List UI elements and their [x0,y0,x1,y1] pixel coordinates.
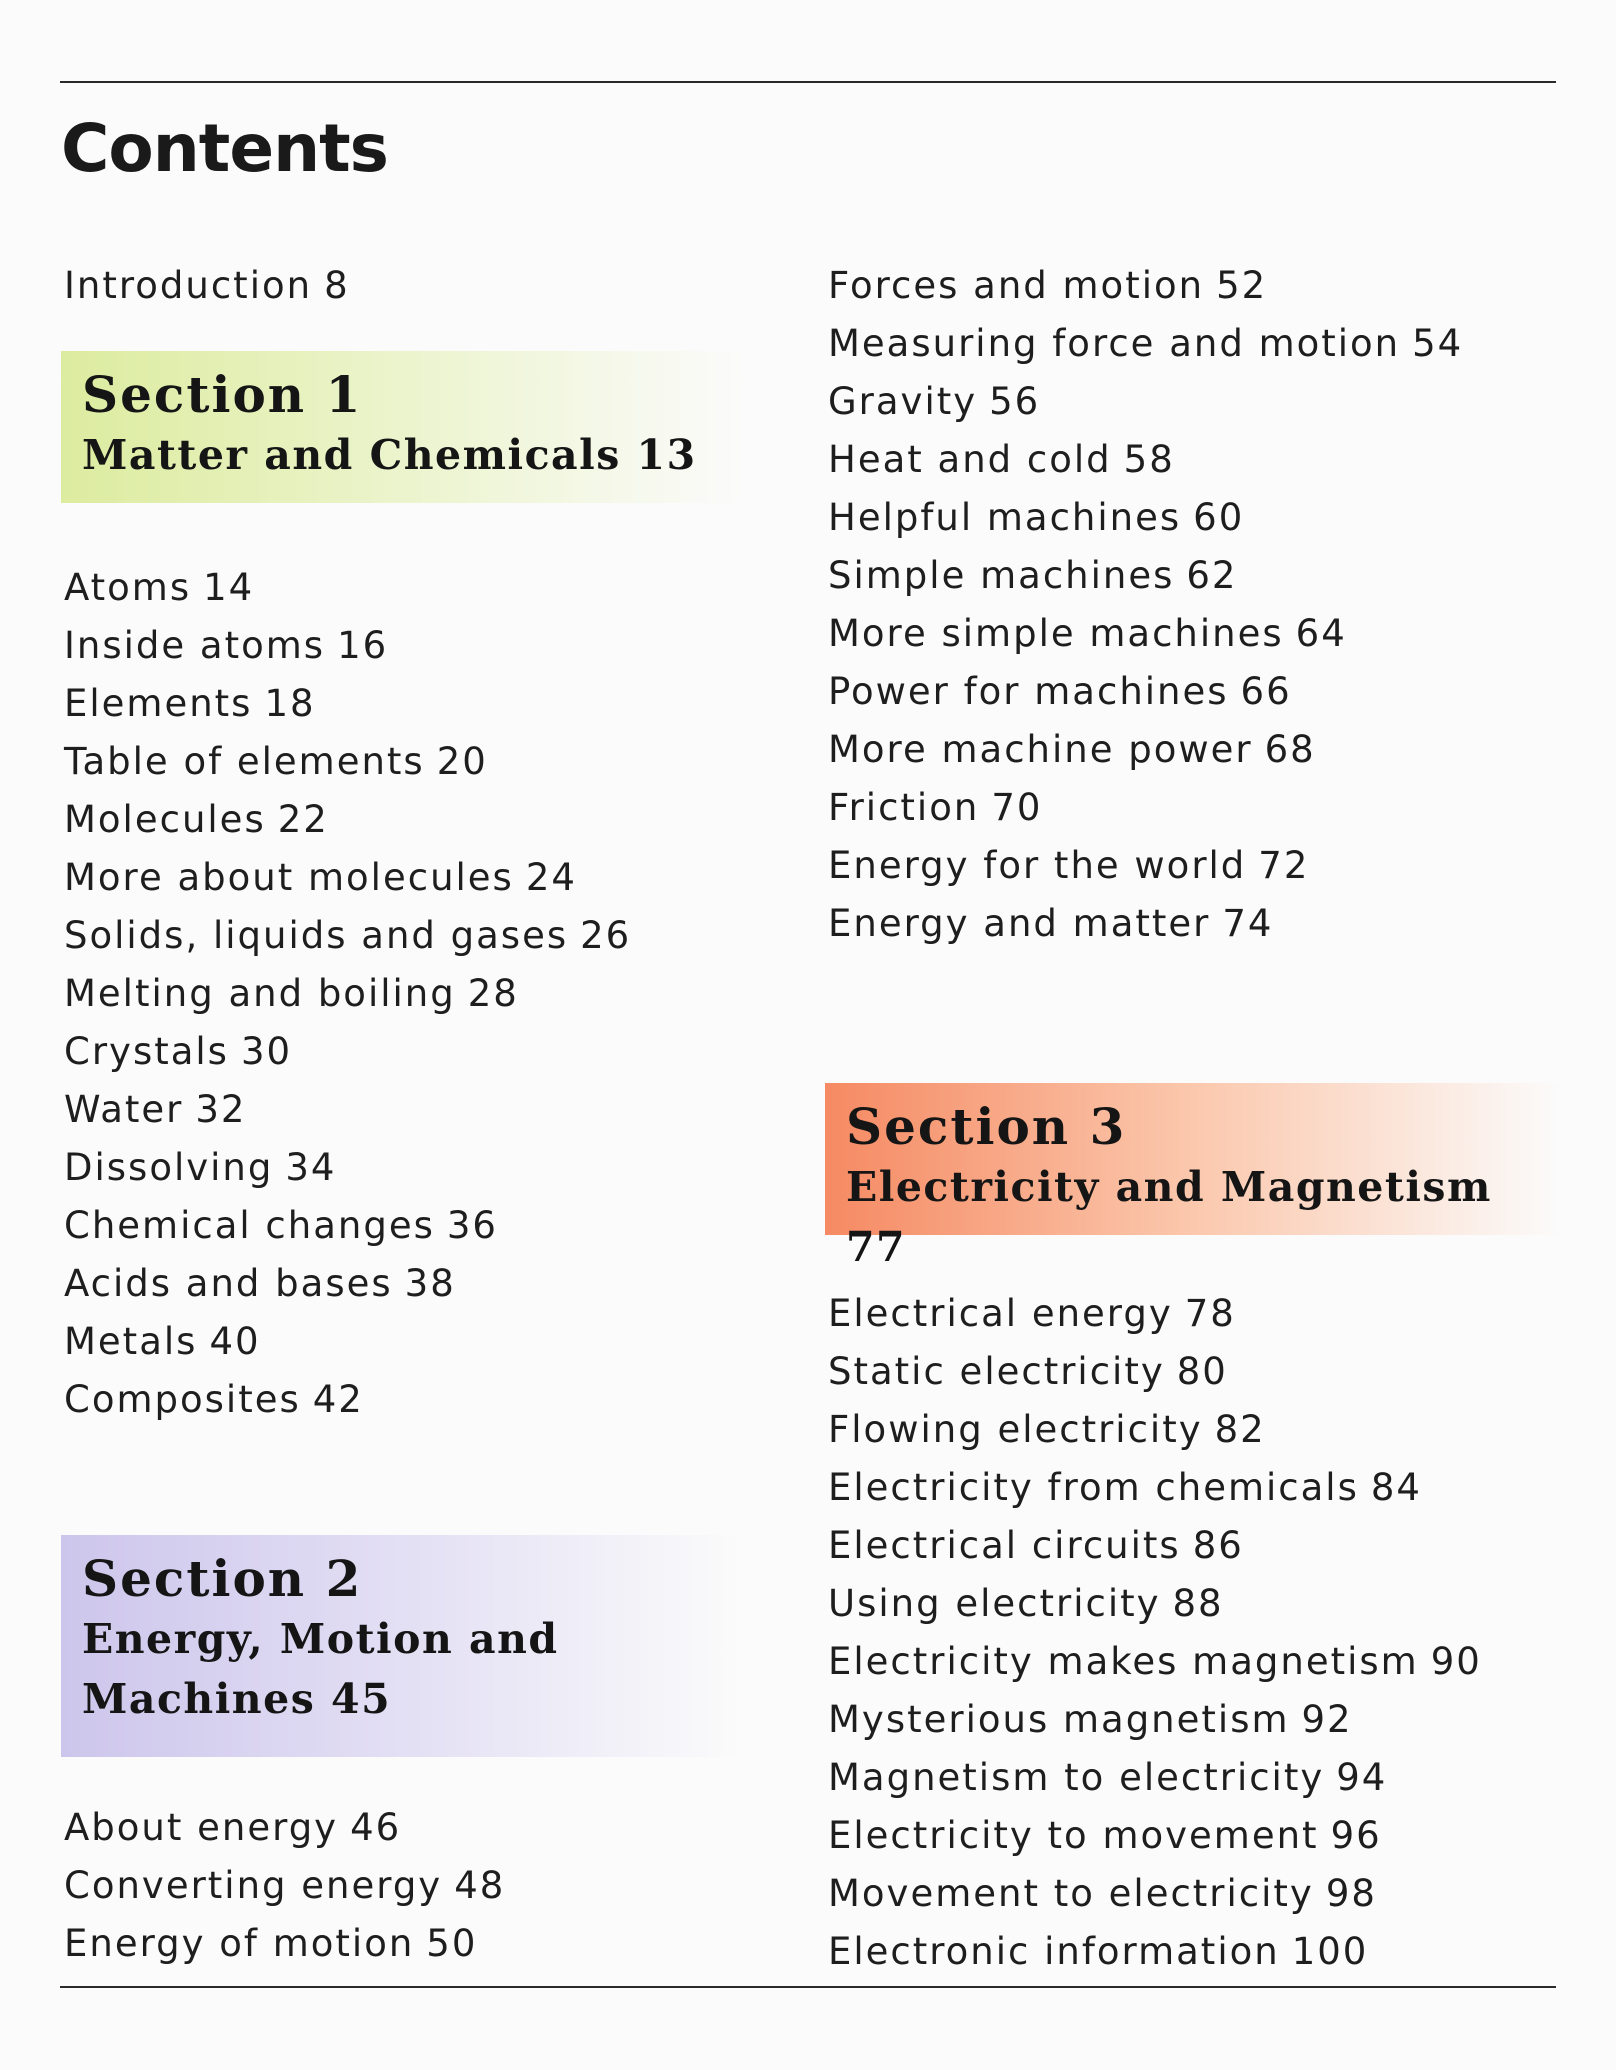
entry-page: 28 [467,972,519,1015]
entry-page: 56 [989,380,1041,423]
toc-entry[interactable] [828,1459,1568,1517]
entry-page: 48 [454,1864,506,1907]
section-3-heading: Section 3 [846,1097,1127,1156]
entry-label: Melting and boiling [64,972,456,1015]
entry-page: 78 [1184,1292,1236,1335]
toc-entry[interactable] [64,1799,764,1857]
toc-entry[interactable] [828,779,1568,837]
entry-page: 18 [264,682,316,725]
entry-page: 62 [1186,554,1238,597]
entry-label: Solids, liquids and gases [64,914,569,957]
entry-label: Elements [64,682,253,725]
toc-entry[interactable] [828,1517,1568,1575]
section-1-title: Matter and Chemicals 13 [82,431,697,479]
toc-entry[interactable] [828,547,1568,605]
section-2-entries-right [828,257,1568,953]
toc-entry[interactable] [828,837,1568,895]
entry-label: Water [64,1088,184,1131]
entry-label: More machine power [828,728,1253,771]
entry-page: 46 [350,1806,402,1849]
toc-entry[interactable] [828,895,1568,953]
entry-page: 92 [1301,1698,1353,1741]
entry-page: 40 [209,1320,261,1363]
entry-label: Magnetism to electricity [828,1756,1325,1799]
entry-page: 90 [1430,1640,1482,1683]
toc-entry[interactable] [828,1923,1568,1981]
left-column [64,257,764,1973]
entry-label: Electricity from chemicals [828,1466,1359,1509]
right-column [828,257,1568,1981]
entry-page: 66 [1240,670,1292,713]
section-1-header[interactable] [61,351,742,503]
entry-page: 84 [1370,1466,1422,1509]
entry-label: Introduction [64,264,313,307]
toc-entry[interactable] [64,1139,764,1197]
entry-page: 86 [1192,1524,1244,1567]
entry-label: Energy of motion [64,1922,415,1965]
entry-page: 42 [312,1378,364,1421]
toc-entry[interactable] [828,605,1568,663]
toc-entry[interactable] [828,1343,1568,1401]
page-title: Contents [61,110,388,187]
toc-entry[interactable] [828,1865,1568,1923]
toc-entry[interactable] [64,907,764,965]
bottom-rule [60,1986,1556,1988]
entry-page: 88 [1172,1582,1224,1625]
toc-entry[interactable] [828,1401,1568,1459]
entry-page: 72 [1258,844,1310,887]
entry-page: 70 [991,786,1043,829]
entry-label: Helpful machines [828,496,1182,539]
toc-entry[interactable] [64,1197,764,1255]
entry-label: Inside atoms [64,624,326,667]
entry-page: 60 [1193,496,1245,539]
entry-page: 32 [195,1088,247,1131]
entry-label: Measuring force and motion [828,322,1401,365]
entry-label: Composites [64,1378,301,1421]
section-2-heading: Section 2 [82,1549,363,1608]
entry-page: 50 [426,1922,478,1965]
toc-entry[interactable] [828,721,1568,779]
entry-page: 64 [1295,612,1347,655]
entry-label: Acids and bases [64,1262,393,1305]
toc-entry[interactable] [828,373,1568,431]
entry-page: 38 [404,1262,456,1305]
toc-entry[interactable] [828,257,1568,315]
entry-page: 36 [446,1204,498,1247]
entry-label: Converting energy [64,1864,443,1907]
toc-entry[interactable] [64,1313,764,1371]
entry-label: Gravity [828,380,978,423]
entry-page: 16 [337,624,389,667]
entry-label: Static electricity [828,1350,1165,1393]
toc-entry[interactable] [64,733,764,791]
entry-page: 96 [1330,1814,1382,1857]
toc-entry[interactable] [828,663,1568,721]
entry-page: 74 [1222,902,1274,945]
toc-entry[interactable] [64,675,764,733]
top-rule [60,81,1556,83]
entry-page: 20 [436,740,488,783]
entry-label: Molecules [64,798,266,841]
entry-page: 58 [1123,438,1175,481]
entry-label: More about molecules [64,856,514,899]
section-2-header[interactable] [61,1535,742,1757]
toc-entry[interactable] [64,1255,764,1313]
toc-entry[interactable] [64,1371,764,1429]
entry-label: Energy and matter [828,902,1211,945]
entry-label: Heat and cold [828,438,1112,481]
entry-page: 26 [580,914,632,957]
entry-label: Mysterious magnetism [828,1698,1290,1741]
entry-page: 80 [1176,1350,1228,1393]
entry-label: Power for machines [828,670,1229,713]
toc-entry[interactable] [828,315,1568,373]
toc-entry[interactable] [64,965,764,1023]
entry-page: 82 [1214,1408,1266,1451]
entry-label: Electronic information [828,1930,1280,1973]
section-1-entries [64,559,764,1429]
entry-label: Using electricity [828,1582,1161,1625]
entry-page: 68 [1264,728,1316,771]
section-3-entries [828,1285,1568,1981]
toc-entry[interactable] [828,1749,1568,1807]
entry-page: 14 [203,566,255,609]
toc-entry[interactable] [64,1081,764,1139]
toc-entry[interactable] [828,431,1568,489]
toc-entry[interactable] [828,489,1568,547]
section-2-title-line2: Machines 45 [82,1675,392,1723]
toc-entry[interactable] [828,1575,1568,1633]
entry-label: Electrical energy [828,1292,1173,1335]
entry-label: Friction [828,786,980,829]
section-1-heading: Section 1 [82,365,363,424]
entry-label: Dissolving [64,1146,274,1189]
entry-label: About energy [64,1806,339,1849]
entry-label: Forces and motion [828,264,1205,307]
toc-entry[interactable] [64,559,764,617]
section-2-title-line1: Energy, Motion and [82,1615,559,1663]
entry-page: 100 [1291,1930,1369,1973]
entry-label: Energy for the world [828,844,1247,887]
toc-entry[interactable] [828,1285,1568,1343]
entry-label: Atoms [64,566,192,609]
entry-page: 94 [1336,1756,1388,1799]
entry-label: Flowing electricity [828,1408,1203,1451]
entry-label: Table of elements [64,740,425,783]
section-3-header[interactable] [825,1083,1561,1271]
entry-page: 98 [1325,1872,1377,1915]
entry-page: 54 [1412,322,1464,365]
toc-entry[interactable] [64,1857,764,1915]
entry-page: 22 [277,798,329,841]
entry-page: 8 [324,264,350,307]
toc-entry[interactable] [64,1915,764,1973]
entry-label: Metals [64,1320,198,1363]
entry-label: Simple machines [828,554,1175,597]
toc-entry[interactable] [64,617,764,675]
entry-label: Electricity to movement [828,1814,1319,1857]
entry-page: 34 [285,1146,337,1189]
section-2-entries-left [64,1799,764,1973]
toc-entry[interactable] [828,1633,1568,1691]
entry-page: 52 [1216,264,1268,307]
toc-entry[interactable] [64,791,764,849]
section-3-title: Electricity and Magnetism 77 [846,1163,1492,1271]
entry-label: Electricity makes magnetism [828,1640,1419,1683]
toc-entry-introduction[interactable] [64,257,764,315]
entry-page: 24 [525,856,577,899]
toc-entry[interactable] [828,1691,1568,1749]
toc-entry[interactable] [828,1807,1568,1865]
entry-page: 30 [240,1030,293,1073]
entry-label: More simple machines [828,612,1284,655]
entry-label: Electrical circuits [828,1524,1181,1567]
entry-label: Crystals [64,1030,229,1073]
entry-label: Chemical changes [64,1204,435,1247]
toc-entry[interactable] [64,849,764,907]
entry-label: Movement to electricity [828,1872,1314,1915]
toc-entry[interactable] [64,1023,764,1081]
